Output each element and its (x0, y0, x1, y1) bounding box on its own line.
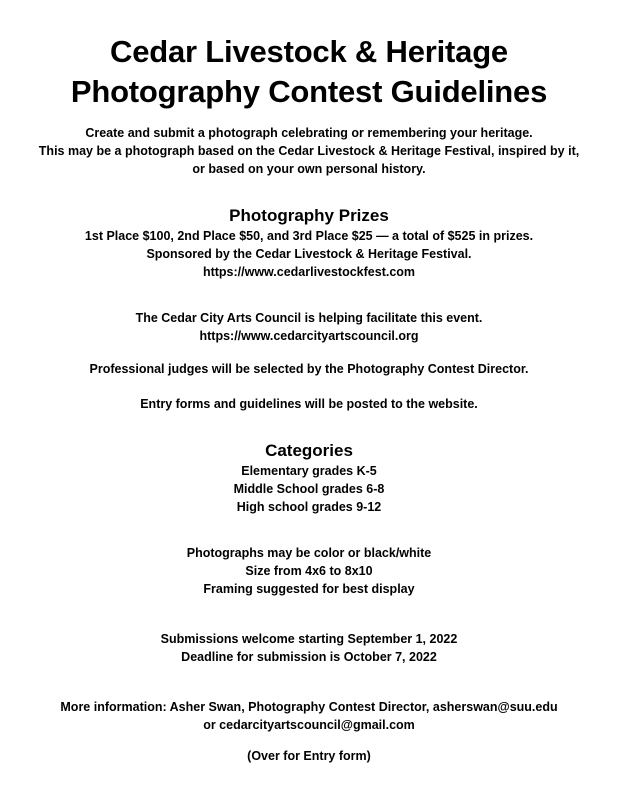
arts-council-url: https://www.cedarcityartscouncil.org (199, 329, 419, 343)
photo-requirements-section (0, 544, 618, 598)
category-item: Middle School grades 6-8 (233, 482, 385, 496)
prizes-section (0, 205, 618, 281)
photo-color-text: Photographs may be color or black/white (186, 546, 432, 560)
contact-line-1: More information: Asher Swan, Photography Contest Director, asherswan@suu.edu (60, 700, 558, 714)
intro-line-3: or based on your own personal history. (192, 162, 426, 176)
prizes-sponsor: Sponsored by the Cedar Livestock & Heritage Festival. (146, 247, 472, 261)
categories-heading: Categories (265, 441, 353, 460)
entry-forms-text: Entry forms and guidelines will be posted to the website. (140, 397, 478, 411)
contact-section (0, 698, 618, 734)
footer-section (0, 747, 618, 765)
photo-size-text: Size from 4x6 to 8x10 (245, 564, 373, 578)
arts-council-text: The Cedar City Arts Council is helping facilitate this event. (135, 311, 483, 325)
intro-line-1: Create and submit a photograph celebrating or remembering your heritage. (85, 126, 533, 140)
arts-council-section (0, 309, 618, 345)
prizes-amounts: 1st Place $100, 2nd Place $50, and 3rd Place $25 — a total of $525 in prizes. (84, 229, 534, 243)
intro-line-2: This may be a photograph based on the Cedar Livestock & Heritage Festival, inspired by it, (38, 144, 580, 158)
judges-text: Professional judges will be selected by the Photography Contest Director. (89, 362, 529, 376)
footer-note: (Over for Entry form) (247, 749, 371, 763)
page-title-line-1: Cedar Livestock & Heritage (110, 34, 508, 69)
dates-section (0, 630, 618, 666)
category-item: High school grades 9-12 (236, 500, 382, 514)
intro-section (0, 124, 618, 178)
submission-deadline: Deadline for submission is October 7, 2022 (181, 650, 437, 664)
page-title-line-2: Photography Contest Guidelines (70, 74, 548, 109)
entry-forms-section (0, 395, 618, 413)
prizes-heading: Photography Prizes (229, 206, 389, 225)
photo-framing-text: Framing suggested for best display (203, 582, 415, 596)
contact-line-2: or cedarcityartscouncil@gmail.com (203, 718, 415, 732)
categories-section (0, 440, 618, 516)
submission-start-date: Submissions welcome starting September 1, 2022 (160, 632, 458, 646)
festival-url: https://www.cedarlivestockfest.com (202, 265, 416, 279)
category-item: Elementary grades K-5 (241, 464, 377, 478)
judges-section (0, 360, 618, 378)
